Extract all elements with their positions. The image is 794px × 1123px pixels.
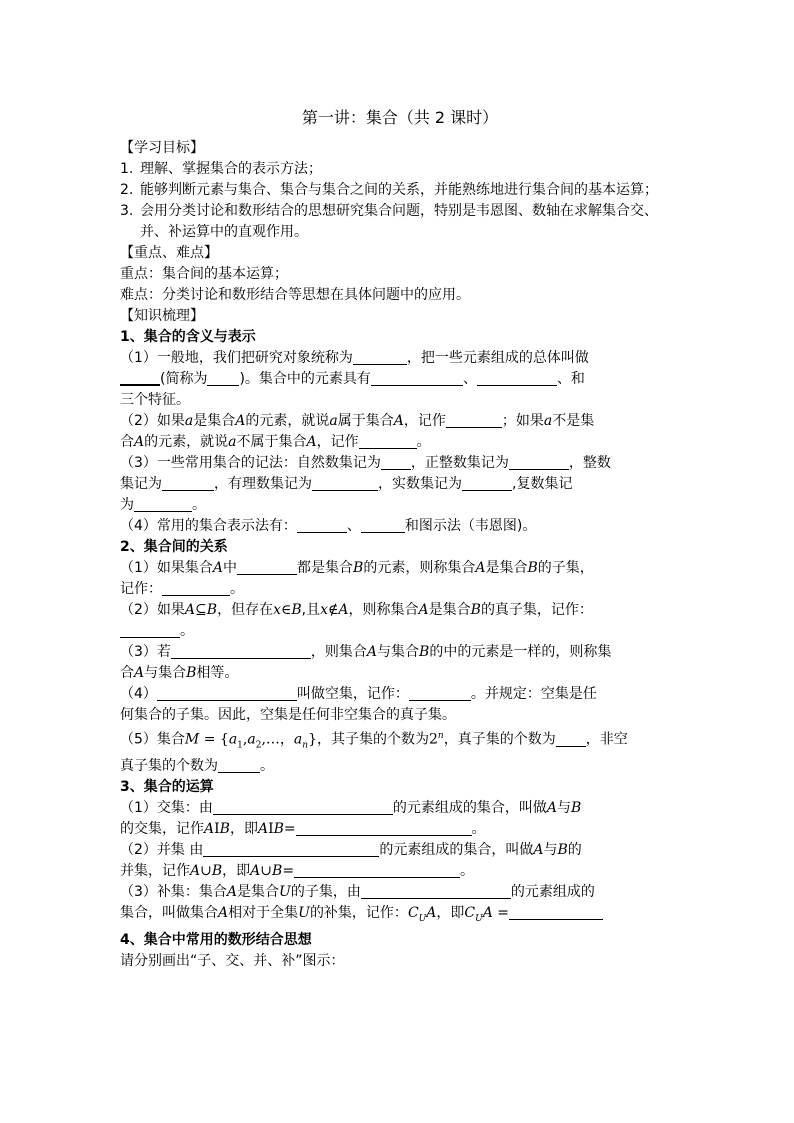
text-fragment: 相对于全集 — [228, 905, 299, 922]
text-fragment: 的交集，记作 — [120, 821, 204, 838]
text-fragment: 。 — [192, 497, 206, 513]
text-fragment: B — [291, 602, 302, 618]
text-fragment: ，其子集的个数为 — [316, 731, 429, 748]
answer-blank[interactable] — [371, 371, 463, 386]
text-fragment: a — [543, 413, 553, 429]
text-fragment: A — [418, 602, 429, 618]
text-fragment: （1）交集：由 — [120, 800, 213, 817]
answer-blank[interactable] — [237, 560, 297, 575]
text-fragment: ，正整数集记为 — [410, 455, 509, 471]
text-fragment: 的真子集，记作： — [480, 602, 593, 618]
text-fragment: n — [302, 740, 309, 751]
item-3-2 — [120, 840, 680, 861]
section-review: 【知识梳理】 — [120, 308, 204, 324]
text-fragment: 1. — [120, 161, 134, 177]
page-title: 第一讲：集合（共 2 课时） — [301, 108, 499, 127]
text-fragment: 合 — [120, 434, 134, 450]
text-fragment: , — [242, 731, 248, 748]
answer-blank[interactable] — [218, 758, 260, 773]
answer-blank[interactable] — [134, 497, 192, 512]
text-fragment: 、 — [346, 518, 361, 534]
text-fragment: ⊆ — [195, 602, 207, 618]
text-fragment: 与 — [543, 842, 558, 859]
answer-blank[interactable] — [203, 842, 379, 857]
answer-blank[interactable] — [162, 581, 230, 596]
answer-blank[interactable] — [462, 476, 512, 491]
text-fragment: ,且 — [301, 602, 321, 618]
text-fragment: A — [250, 863, 261, 880]
text-fragment: ，即 — [229, 821, 258, 838]
text-fragment: A — [184, 602, 196, 618]
text-fragment: 3. — [120, 203, 134, 219]
heading-3: 3、集合的运算 — [120, 779, 214, 796]
difficulty-point: 难点：分类讨论和数形结合等思想在具体问题中的应用。 — [120, 287, 470, 303]
text-fragment: ，但存在 — [217, 602, 274, 618]
answer-blank[interactable] — [120, 623, 180, 638]
text-fragment: ,…， — [261, 731, 294, 748]
text-fragment: A — [134, 665, 145, 681]
text-fragment: ，有理数集记为 — [214, 476, 312, 492]
text-fragment: ，真子集的个数为 — [443, 731, 556, 748]
text-fragment: 集记为 — [120, 476, 162, 492]
text-fragment: B — [527, 560, 538, 576]
text-fragment: C — [464, 905, 476, 922]
text-fragment: B — [571, 800, 582, 817]
text-fragment: （3）一些常用集合的记法：自然数集记为 — [120, 455, 381, 471]
text-fragment: 的元素组成的集合，叫做 — [379, 842, 534, 859]
text-fragment: 何集合的子集。因此，空集是任何非空集合的真子集。 — [120, 707, 456, 723]
answer-blank[interactable] — [171, 644, 311, 659]
text-fragment: 是集合 — [428, 602, 471, 618]
text-fragment: 不是集 — [552, 413, 595, 429]
text-fragment: 2 — [255, 740, 262, 751]
text-fragment: A — [218, 905, 229, 922]
text-fragment: 的中的元素是一样的，则称集 — [429, 644, 612, 660]
text-fragment: ∪ — [260, 863, 273, 880]
text-fragment: B — [206, 602, 218, 618]
text-fragment: ，整数 — [568, 455, 611, 471]
answer-blank[interactable] — [353, 350, 407, 365]
text-fragment: 为 — [120, 497, 134, 513]
text-fragment: 和图示法（韦恩图)。 — [404, 518, 537, 534]
text-fragment: （1）如果集合 — [120, 560, 213, 576]
text-fragment: ，把一些元素组成的总体叫做 — [406, 350, 589, 366]
text-fragment: a — [329, 413, 338, 429]
answer-blank[interactable] — [297, 518, 347, 533]
text-fragment: （3）若 — [120, 644, 171, 660]
text-fragment: ,复数集记 — [512, 476, 573, 492]
text-fragment: ，非空 — [585, 731, 628, 748]
section-goals: 【学习目标】 — [120, 140, 204, 156]
text-fragment: 1 — [237, 740, 243, 751]
text-fragment: 2 — [428, 731, 438, 748]
text-fragment: C — [407, 905, 419, 922]
answer-blank[interactable] — [509, 905, 603, 920]
text-fragment: 的元素组成的集合，叫做 — [392, 800, 547, 817]
text-fragment: A — [338, 602, 349, 618]
answer-blank[interactable] — [381, 455, 411, 470]
text-fragment: U — [418, 914, 427, 925]
text-fragment: 能够判断元素与集合、集合与集合之间的关系，并能熟练地进行集合间的基本运算； — [140, 182, 658, 198]
text-fragment: 属于集合 — [337, 413, 394, 429]
answer-blank[interactable] — [361, 518, 405, 533]
text-fragment: 与集合 — [144, 665, 187, 681]
text-fragment: B — [470, 602, 481, 618]
text-fragment: B — [353, 560, 364, 576]
goal-item — [120, 201, 680, 243]
worksheet — [120, 100, 680, 972]
text-fragment: 相等。 — [196, 665, 239, 681]
text-fragment: 。 — [416, 434, 431, 450]
text-fragment: I — [214, 821, 220, 838]
text-fragment: 。 — [180, 623, 194, 639]
text-fragment: 的元素，则称集合 — [363, 560, 476, 576]
text-fragment: a — [228, 731, 238, 748]
text-fragment: 的子集，由 — [290, 884, 361, 901]
text-fragment: 三个特征。 — [120, 392, 190, 408]
key-point: 重点：集合间的基本运算； — [120, 266, 288, 282]
text-fragment: 的元素，就说 — [245, 413, 330, 429]
text-fragment: 不属于集合 — [236, 434, 307, 450]
text-fragment: 中 — [223, 560, 238, 576]
text-fragment: ∪ — [200, 863, 212, 880]
answer-blank[interactable] — [477, 371, 557, 386]
text-fragment: 集合，叫做集合 — [120, 905, 218, 922]
text-fragment: 与集合 — [377, 644, 420, 660]
answer-blank[interactable] — [157, 686, 297, 701]
text-fragment: A — [306, 434, 317, 450]
text-fragment: ，实数集记为 — [378, 476, 462, 492]
text-fragment: 。 — [230, 581, 244, 597]
text-fragment: ，记作 — [403, 413, 446, 429]
text-fragment: 理解、掌握集合的表示方法； — [140, 161, 322, 177]
answer-blank[interactable] — [312, 476, 378, 491]
item-2-3 — [120, 642, 680, 663]
goal-item — [120, 180, 680, 201]
text-fragment: 会用分类讨论和数形结合的思想研究集合问题，特别是韦恩图、数轴在求解集合交、并、补运算中的直观作用。 — [140, 203, 658, 240]
text-fragment: B — [557, 842, 568, 859]
item-2-1 — [120, 558, 680, 579]
text-fragment: 是集合 — [193, 413, 236, 429]
text-fragment: a — [228, 434, 237, 450]
item-3-3 — [120, 882, 680, 903]
item-1-3 — [120, 453, 680, 474]
text-fragment: ，即 — [436, 905, 465, 922]
text-fragment: B — [219, 821, 230, 838]
text-fragment: ∈ — [280, 602, 292, 618]
text-fragment: A — [204, 821, 215, 838]
answer-blank[interactable] — [162, 476, 214, 491]
text-fragment: A — [546, 800, 558, 817]
text-fragment: U — [475, 914, 483, 925]
text-fragment: A — [226, 884, 238, 901]
text-fragment: 。 — [260, 758, 274, 775]
text-fragment: （2）如果 — [120, 602, 185, 618]
item-2-4 — [120, 684, 680, 705]
text-fragment: A — [475, 560, 486, 576]
text-fragment: = — [283, 821, 296, 838]
text-fragment: （4）常用的集合表示法有： — [120, 518, 297, 534]
text-fragment: ，记作 — [316, 434, 359, 450]
item-1-1 — [120, 348, 680, 369]
item-1-2 — [120, 411, 680, 432]
text-fragment: （5）集合 — [120, 731, 185, 748]
text-fragment: 的元素，就说 — [144, 434, 229, 450]
text-fragment: = — [492, 905, 509, 922]
text-fragment: )。集合中的元素具有 — [239, 371, 371, 387]
item-1-1-cont — [120, 369, 680, 390]
text-fragment: （1）一般地，我们把研究对象统称为 — [120, 350, 353, 366]
text-fragment: B — [211, 863, 223, 880]
text-fragment: （2）如果 — [120, 413, 185, 429]
text-fragment: ，则称集合 — [348, 602, 419, 618]
text-fragment: A — [533, 842, 544, 859]
text-fragment: 、 — [462, 371, 477, 387]
text-fragment: B — [419, 644, 430, 660]
text-fragment: } — [308, 731, 317, 748]
text-fragment: = — [282, 863, 295, 880]
text-fragment: ，即 — [222, 863, 251, 880]
heading-1: 1、集合的含义与表示 — [120, 329, 256, 345]
text-fragment: 真子集的个数为 — [120, 758, 218, 775]
text-fragment: a — [293, 731, 303, 748]
section-keypoints: 【重点、难点】 — [120, 245, 218, 261]
text-fragment: 合 — [120, 665, 134, 681]
text-fragment: x — [320, 602, 329, 618]
item-2-5 — [120, 726, 680, 756]
text-fragment: n — [437, 731, 444, 741]
text-fragment: I — [268, 821, 274, 838]
answer-blank[interactable] — [409, 686, 471, 701]
text-fragment: ∉ — [328, 602, 339, 618]
text-fragment: 。并规定：空集是任 — [470, 686, 597, 702]
text-fragment: 。 — [471, 821, 486, 838]
answer-blank[interactable] — [556, 732, 586, 747]
answer-blank[interactable] — [207, 371, 239, 386]
answer-blank[interactable] — [294, 863, 460, 878]
item-1-4 — [120, 516, 680, 537]
text-fragment: B — [273, 821, 284, 838]
text-fragment: U — [298, 905, 310, 922]
text-fragment: a — [247, 731, 256, 748]
text-fragment: A — [426, 905, 437, 922]
text-fragment: （2）并集 由 — [120, 842, 204, 859]
text-fragment: （3）补集：集合 — [120, 884, 227, 901]
text-fragment: A — [235, 413, 246, 429]
answer-blank[interactable] — [359, 434, 417, 449]
text-fragment: A — [482, 905, 493, 922]
text-fragment: ，则集合 — [310, 644, 367, 660]
text-fragment: 是集合 — [237, 884, 280, 901]
text-fragment: 都是集合 — [297, 560, 354, 576]
text-fragment: 的 — [567, 842, 582, 859]
text-fragment: 的元素组成的 — [510, 884, 595, 901]
text-fragment: B — [186, 665, 197, 681]
text-fragment: 2. — [120, 182, 134, 198]
text-fragment: ；如果 — [501, 413, 544, 429]
text-fragment: A — [393, 413, 404, 429]
text-fragment: 、和 — [556, 371, 585, 387]
drawing-instruction: 请分别画出“子、交、并、补”图示： — [120, 953, 345, 970]
text-fragment: 。 — [460, 863, 475, 880]
text-fragment: (简称为 — [160, 371, 208, 387]
text-fragment: （4） — [120, 686, 157, 702]
text-fragment: x — [273, 602, 281, 618]
answer-blank[interactable] — [120, 370, 160, 386]
text-fragment: A — [190, 863, 201, 880]
text-fragment: = { — [199, 731, 229, 748]
text-fragment: 叫做空集，记作： — [296, 686, 409, 702]
text-fragment: A — [257, 821, 269, 838]
answer-blank[interactable] — [446, 413, 502, 428]
text-fragment: 与 — [557, 800, 572, 817]
text-fragment: a — [184, 413, 194, 429]
text-fragment: 的子集， — [537, 560, 594, 576]
text-fragment: M — [184, 731, 200, 748]
text-fragment: 的补集，记作： — [309, 905, 408, 922]
answer-blank[interactable] — [361, 884, 511, 899]
text-fragment: 是集合 — [485, 560, 528, 576]
answer-blank[interactable] — [213, 800, 393, 815]
text-fragment: 并集，记作 — [120, 863, 190, 880]
heading-4: 4、集合中常用的数形结合思想 — [120, 932, 312, 949]
text-fragment: A — [366, 644, 378, 660]
item-3-1 — [120, 798, 680, 819]
text-fragment: 记作： — [120, 581, 162, 597]
answer-blank[interactable] — [509, 455, 569, 470]
goal-item — [120, 159, 680, 180]
item-2-2 — [120, 600, 680, 621]
answer-blank[interactable] — [296, 821, 472, 836]
text-fragment: B — [272, 863, 283, 880]
text-fragment: U — [279, 884, 291, 901]
text-fragment: A — [212, 560, 224, 576]
text-fragment: A — [134, 434, 145, 450]
heading-2: 2、集合间的关系 — [120, 539, 228, 555]
